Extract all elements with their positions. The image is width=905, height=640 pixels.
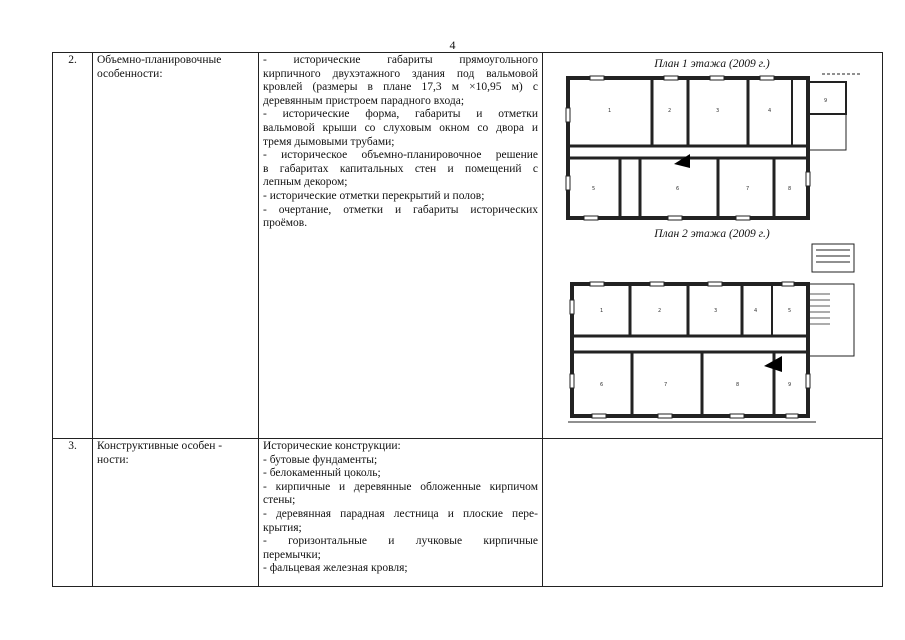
svg-text:5: 5 xyxy=(788,308,792,314)
svg-text:6: 6 xyxy=(676,186,680,192)
row-title: Объемно-планировочные особенности: xyxy=(93,53,259,439)
text-line: - белокаменный цоколь; xyxy=(263,467,381,480)
floor-plan-2 xyxy=(560,240,860,425)
text-line: - историческое объемно-планировочное решение xyxy=(263,149,538,162)
svg-text:8: 8 xyxy=(788,186,792,192)
svg-text:9: 9 xyxy=(824,98,828,104)
row-description xyxy=(259,439,543,587)
text-line: - исторические отметки перекрытий и полов; xyxy=(263,189,485,202)
table-row xyxy=(53,439,883,587)
text-line: крытия; xyxy=(263,521,302,534)
text-line: кирпичного двухэтажного здания под вальмовой xyxy=(263,67,538,80)
text-line: Исторические конструкции: xyxy=(263,440,401,452)
text-line: деревянным пристроем парадного входа; xyxy=(263,94,465,107)
row-number: 3. xyxy=(53,439,93,587)
svg-text:1: 1 xyxy=(600,308,604,314)
text-line: лепным декором; xyxy=(263,176,348,189)
svg-text:4: 4 xyxy=(768,108,772,114)
row-title xyxy=(93,439,259,587)
svg-text:7: 7 xyxy=(664,382,668,388)
svg-text:4: 4 xyxy=(754,308,758,314)
empty-cell xyxy=(543,439,883,587)
text-line: стены; xyxy=(263,494,296,507)
svg-text:1: 1 xyxy=(608,108,612,114)
page-number: 4 xyxy=(449,38,456,52)
title-line: Конструктивные особен - xyxy=(97,440,223,452)
svg-text:5: 5 xyxy=(592,186,596,192)
text-line: - деревянная парадная лестница и плоские пере- xyxy=(263,507,538,520)
text-line: проёмов. xyxy=(263,217,308,230)
plan2-title: План 2 этажа (2009 г.) xyxy=(654,228,770,240)
row-description xyxy=(259,53,543,439)
text-line: - исторические форма, габариты и отметки xyxy=(263,108,538,121)
svg-text:3: 3 xyxy=(714,308,718,314)
text-line: кровлей (размеры в плане 17,3 м ×10,95 м) с xyxy=(263,81,538,94)
text-line: вальмовой крыши со слуховым окном со двора и xyxy=(263,121,538,134)
text-line: - бутовые фундаменты; xyxy=(263,453,378,466)
svg-text:3: 3 xyxy=(716,108,720,114)
text-line: - горизонтальные и лучковые кирпичные xyxy=(263,535,538,548)
svg-text:8: 8 xyxy=(736,382,740,388)
text-line: тремя дымовыми трубами; xyxy=(263,135,395,148)
svg-text:2: 2 xyxy=(668,108,672,114)
plan1-title: План 1 этажа (2009 г.) xyxy=(654,58,770,70)
text-line: - очертание, отметки и габариты исторических xyxy=(263,203,538,216)
row-number: 2. xyxy=(53,53,93,439)
text-line: в габаритах капитальных стен и помещений с xyxy=(263,162,538,175)
svg-text:7: 7 xyxy=(746,186,750,192)
text-line: - исторические габариты прямоугольного xyxy=(263,54,538,66)
text-line: перемычки; xyxy=(263,548,321,561)
title-line: ности: xyxy=(97,453,129,466)
text-line: - кирпичные и деревянные обложенные кирпичом xyxy=(263,480,538,493)
floor-plan-1 xyxy=(560,68,860,226)
svg-text:2: 2 xyxy=(658,308,662,314)
svg-text:6: 6 xyxy=(600,382,604,388)
text-line: - фальцевая железная кровля; xyxy=(263,562,408,575)
svg-text:9: 9 xyxy=(788,382,792,388)
